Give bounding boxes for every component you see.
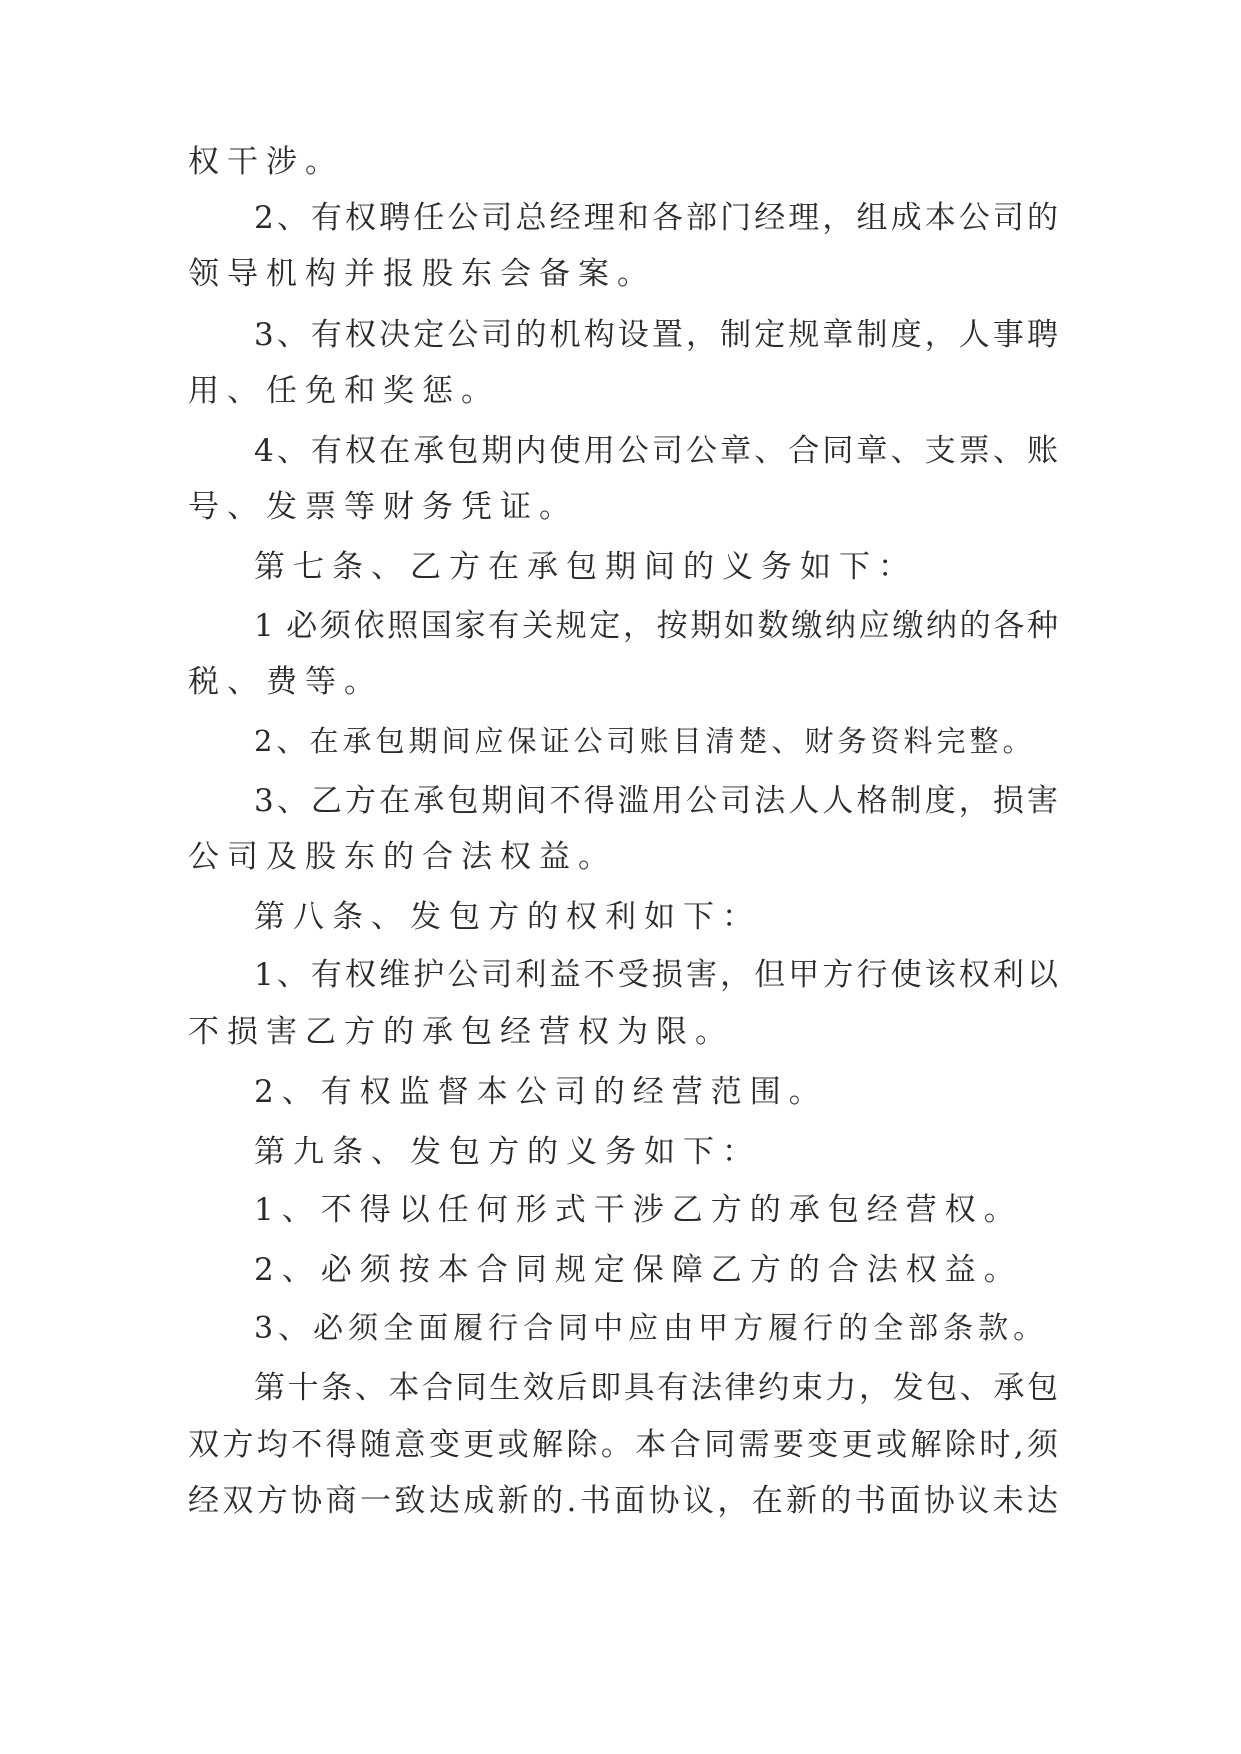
text-line: 1 必须依照国家有关规定，按期如数缴纳应缴纳的各种 [254,608,1058,644]
text-line: 号、发票等财务凭证。 [188,489,578,525]
text-line: 用、任免和奖惩。 [188,373,500,409]
text-line: 3、必须全面履行合同中应由甲方履行的全部条款。 [254,1311,1049,1346]
text-line: 4、有权在承包期内使用公司公章、合同章、支票、账 [254,433,1058,469]
text-line: 2、有权聘任公司总经理和各部门经理，组成本公司的 [254,200,1058,236]
text-line: 2、有权监督本公司的经营范围。 [254,1074,828,1110]
text-line: 不损害乙方的承包经营权为限。 [188,1014,734,1050]
text-line: 领导机构并报股东会备案。 [188,256,656,292]
text-line: 1、有权维护公司利益不受损害，但甲方行使该权利以 [254,957,1058,993]
text-line: 3、有权决定公司的机构设置，制定规章制度，人事聘 [254,317,1058,353]
text-line: 经双方协商一致达成新的.书面协议，在新的书面协议未达 [188,1483,1058,1519]
section-heading: 第七条、乙方在承包期间的义务如下： [254,549,917,585]
section-heading: 第八条、发包方的权利如下： [254,899,761,935]
text-line: 双方均不得随意变更或解除。本合同需要变更或解除时,须 [188,1427,1058,1463]
text-line: 税、费等。 [188,664,383,700]
text-line: 权干涉。 [188,144,344,180]
text-line: 1、不得以任何形式干涉乙方的承包经营权。 [254,1192,1023,1228]
text-line: 2、必须按本合同规定保障乙方的合法权益。 [254,1252,1023,1288]
text-line: 3、乙方在承包期间不得滥用公司法人人格制度，损害 [254,783,1058,819]
text-line: 2、在承包期间应保证公司账目清楚、财务资料完整。 [254,724,1036,758]
section-heading: 第九条、发包方的义务如下： [254,1134,761,1170]
section-heading: 第十条、本合同生效后即具有法律约束力，发包、承包 [254,1370,1058,1406]
text-line: 公司及股东的合法权益。 [188,839,617,875]
